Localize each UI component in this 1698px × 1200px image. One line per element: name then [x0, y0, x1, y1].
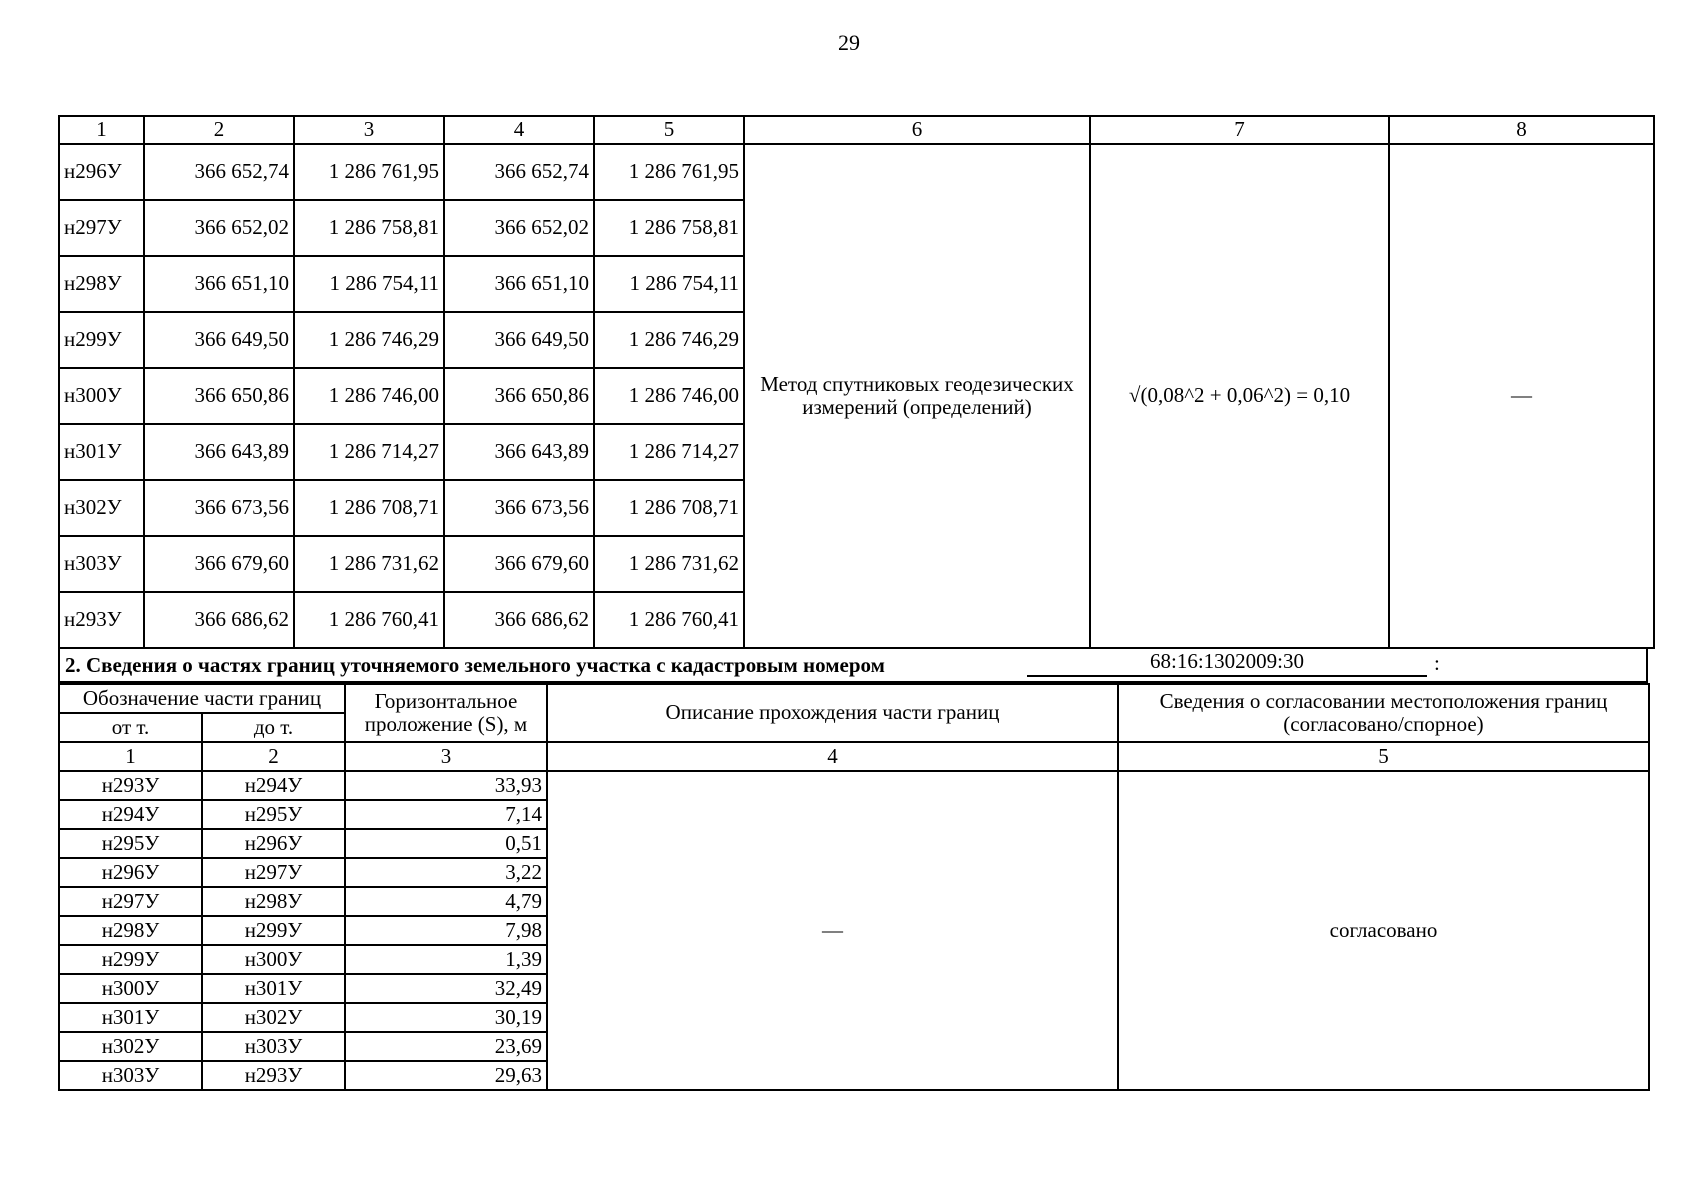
coord-x1: 366 686,62 [144, 592, 294, 648]
accuracy-cell: √(0,08^2 + 0,06^2) = 0,10 [1090, 144, 1389, 648]
agreement-cell: согласовано [1118, 771, 1649, 1090]
point-name: н297У [59, 200, 144, 256]
header-to: до т. [202, 713, 345, 742]
coord-x2: 366 679,60 [444, 536, 594, 592]
coord-y2: 1 286 714,27 [594, 424, 744, 480]
coord-y2: 1 286 731,62 [594, 536, 744, 592]
from-point: н297У [59, 887, 202, 916]
coord-y1: 1 286 708,71 [294, 480, 444, 536]
col-num: 5 [1118, 742, 1649, 771]
coord-y1: 1 286 746,29 [294, 312, 444, 368]
coord-y2: 1 286 761,95 [594, 144, 744, 200]
coord-y1: 1 286 754,11 [294, 256, 444, 312]
from-point: н303У [59, 1061, 202, 1090]
coord-x1: 366 673,56 [144, 480, 294, 536]
to-point: н293У [202, 1061, 345, 1090]
point-name: н298У [59, 256, 144, 312]
point-name: н299У [59, 312, 144, 368]
coord-x2: 366 649,50 [444, 312, 594, 368]
table-row [59, 771, 1649, 800]
coord-x1: 366 651,10 [144, 256, 294, 312]
coord-y2: 1 286 708,71 [594, 480, 744, 536]
coord-y1: 1 286 714,27 [294, 424, 444, 480]
coord-y1: 1 286 761,95 [294, 144, 444, 200]
to-point: н300У [202, 945, 345, 974]
coord-y2: 1 286 754,11 [594, 256, 744, 312]
coord-x1: 366 679,60 [144, 536, 294, 592]
header-length: Горизонтальное проложение (S), м [345, 684, 547, 742]
length-value: 0,51 [345, 829, 547, 858]
point-name: н296У [59, 144, 144, 200]
to-point: н301У [202, 974, 345, 1003]
from-point: н298У [59, 916, 202, 945]
cadastral-number: 68:16:1302009:30 [1027, 649, 1427, 677]
to-point: н297У [202, 858, 345, 887]
from-point: н299У [59, 945, 202, 974]
table-row [59, 144, 1654, 200]
length-value: 7,98 [345, 916, 547, 945]
page-number: 29 [838, 30, 860, 55]
coord-y2: 1 286 746,00 [594, 368, 744, 424]
header-from: от т. [59, 713, 202, 742]
col-num: 3 [345, 742, 547, 771]
col-num: 6 [744, 116, 1090, 144]
length-value: 33,93 [345, 771, 547, 800]
col8-cell: — [1389, 144, 1654, 648]
point-name: н293У [59, 592, 144, 648]
header-description: Описание прохождения части границ [547, 684, 1118, 742]
header-agreement: Сведения о согласовании местоположения границ (согласовано/спорное) [1118, 684, 1649, 742]
length-value: 7,14 [345, 800, 547, 829]
method-cell: Метод спутниковых геодезических измерений (определений) [744, 144, 1090, 648]
col-num: 3 [294, 116, 444, 144]
col-num: 1 [59, 116, 144, 144]
coord-x1: 366 652,74 [144, 144, 294, 200]
coord-y1: 1 286 760,41 [294, 592, 444, 648]
length-value: 23,69 [345, 1032, 547, 1061]
from-point: н293У [59, 771, 202, 800]
from-point: н294У [59, 800, 202, 829]
from-point: н302У [59, 1032, 202, 1061]
coord-y1: 1 286 758,81 [294, 200, 444, 256]
col-num: 4 [547, 742, 1118, 771]
coord-x2: 366 686,62 [444, 592, 594, 648]
point-name: н302У [59, 480, 144, 536]
coord-x1: 366 650,86 [144, 368, 294, 424]
col-num: 1 [59, 742, 202, 771]
from-point: н300У [59, 974, 202, 1003]
col-num: 2 [202, 742, 345, 771]
point-name: н303У [59, 536, 144, 592]
col-num: 7 [1090, 116, 1389, 144]
coordinates-table [58, 115, 1655, 649]
coord-y1: 1 286 746,00 [294, 368, 444, 424]
length-value: 3,22 [345, 858, 547, 887]
coords-header-row [59, 116, 1654, 144]
boundary-parts-table [58, 683, 1650, 1091]
coord-y1: 1 286 731,62 [294, 536, 444, 592]
description-cell: — [547, 771, 1118, 1090]
header-designation: Обозначение части границ [59, 684, 345, 713]
coord-y2: 1 286 758,81 [594, 200, 744, 256]
to-point: н299У [202, 916, 345, 945]
coord-y2: 1 286 760,41 [594, 592, 744, 648]
to-point: н303У [202, 1032, 345, 1061]
to-point: н298У [202, 887, 345, 916]
section-2-title-bar [58, 647, 1648, 683]
title-colon: : [1434, 651, 1440, 675]
length-value: 4,79 [345, 887, 547, 916]
coord-x1: 366 643,89 [144, 424, 294, 480]
coord-x2: 366 652,02 [444, 200, 594, 256]
from-point: н295У [59, 829, 202, 858]
coord-x2: 366 643,89 [444, 424, 594, 480]
parts-number-row [59, 742, 1649, 771]
length-value: 30,19 [345, 1003, 547, 1032]
from-point: н301У [59, 1003, 202, 1032]
col-num: 5 [594, 116, 744, 144]
coord-x2: 366 652,74 [444, 144, 594, 200]
col-num: 8 [1389, 116, 1654, 144]
length-value: 29,63 [345, 1061, 547, 1090]
col-num: 2 [144, 116, 294, 144]
section-2-title: 2. Сведения о частях границ уточняемого земельного участка с кадастровым номером [65, 653, 885, 677]
to-point: н302У [202, 1003, 345, 1032]
to-point: н296У [202, 829, 345, 858]
length-value: 32,49 [345, 974, 547, 1003]
coord-x1: 366 652,02 [144, 200, 294, 256]
to-point: н294У [202, 771, 345, 800]
length-value: 1,39 [345, 945, 547, 974]
point-name: н300У [59, 368, 144, 424]
coord-x1: 366 649,50 [144, 312, 294, 368]
from-point: н296У [59, 858, 202, 887]
coord-x2: 366 651,10 [444, 256, 594, 312]
coord-x2: 366 673,56 [444, 480, 594, 536]
point-name: н301У [59, 424, 144, 480]
col-num: 4 [444, 116, 594, 144]
to-point: н295У [202, 800, 345, 829]
coord-x2: 366 650,86 [444, 368, 594, 424]
coord-y2: 1 286 746,29 [594, 312, 744, 368]
